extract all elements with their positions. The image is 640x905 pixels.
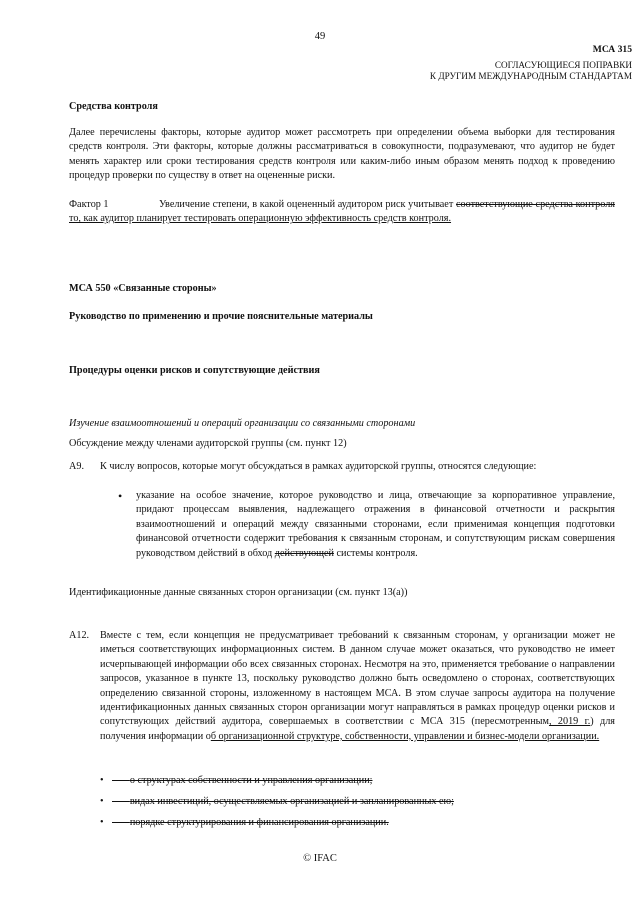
factor-deleted-text: соответствующие средства контроля: [456, 199, 615, 210]
bullet1-text: указание на особое значение, которое руководство и лица, отвечающие за корпоративное управление, придают процессам выявления, надлежащего отражения в финансовой отчетности и раскрытия взаимоотношений и операций между связанными сторонами, если применимая концепция подготовки финансовой отчетности содержит требования к связанным сторонам, и сопутствующим рискам совершения руководством действий в обход: [136, 490, 615, 559]
bullet-dot: •: [118, 489, 123, 503]
page-number: 49: [314, 31, 326, 42]
deleted-bullet-text: видах инвестиций, осуществляемых организацией и запланированных ею;: [129, 796, 454, 807]
header-line-2: К ДРУГИМ МЕЖДУНАРОДНЫМ СТАНДАРТАМ: [429, 71, 632, 81]
deleted-bullet-text: порядке структурирования и финансирования организации.: [129, 817, 389, 828]
isa550-title: МСА 550 «Связанные стороны»: [69, 283, 217, 294]
a12-text-mid: ) для получения информации о: [100, 716, 615, 742]
footer-copyright: © IFAC: [303, 853, 337, 864]
risk-procedures-heading: Процедуры оценки рисков и сопутствующие действия: [69, 365, 320, 376]
bullet1-deleted-text: действующей: [274, 547, 334, 559]
standard-code: МСА 315: [592, 44, 632, 55]
header-line-1: СОГЛАСУЮЩИЕСЯ ПОПРАВКИ: [494, 60, 632, 70]
deleted-bullet-text: о структурах собственности и управления организации;: [129, 775, 373, 786]
bullet1-paragraph: [136, 489, 615, 561]
a12-inserted-year: , 2019 г.: [548, 716, 591, 728]
controls-intro: Далее перечислены факторы, которые аудитор может рассмотреть при определении объема выборки для тестирования средств контроля. Эти факторы, которые должны рассматриваться в совокупности, подразумевают, что аудитор не будет менять характер или сроки тестирования средств контроля или каким-либо иным образом менять подход к проведению процедур проверки по существу в ответ на оцененные риски.: [69, 127, 615, 182]
deleted-bullet-item: • о структурах собственности и управления организации;: [100, 775, 373, 786]
a9-label: A9.: [69, 461, 84, 472]
deleted-bullet-item: • видах инвестиций, осуществляемых организацией и запланированных ею;: [100, 796, 454, 807]
guidance-heading: Руководство по применению и прочие пояснительные материалы: [69, 311, 373, 322]
a12-inserted-text: б организационной структуре, собственности, управлении и бизнес-модели организации.: [210, 730, 600, 742]
factor-label: Фактор 1: [69, 199, 109, 210]
identity-heading: Идентификационные данные связанных сторон организации (см. пункт 13(a)): [69, 587, 408, 598]
factor-paragraph: [69, 198, 615, 227]
a12-text: Вместе с тем, если концепция не предусматривает требований к связанным сторонам, у организации может не иметься соответствующих информационных систем. В данном случае может оказаться, что руководство не имеет исчерпывающей информации обо всех связанных сторонах. Несмотря на это, применяется требование о направлении запросов, указанное в пункте 13, поскольку руководство должно быть осведомлено о сторонах, соответствующих определению связанной стороны, изложенному в настоящем МСА. В этом случае запросы аудитора на получение идентификационных данных связанных сторон организации могут направляться в рамках процедур оценки рисков и сопутствующих действий аудитора, совершаемых в соответствии с МСА 315 (пересмотренным: [100, 630, 615, 728]
factor-text: Увеличение степени, в какой оцененный аудитором риск учитывает: [159, 199, 454, 210]
a12-paragraph: [100, 629, 615, 744]
a9-text: К числу вопросов, которые могут обсуждаться в рамках аудиторской группы, относятся следующие:: [100, 461, 537, 472]
relationships-subheading: Изучение взаимоотношений и операций организации со связанными сторонами: [69, 418, 416, 429]
discussion-heading: Обсуждение между членами аудиторской группы (см. пункт 12): [69, 438, 347, 449]
bullet1-text-end: системы контроля.: [336, 547, 418, 559]
a12-label: A12.: [69, 630, 90, 641]
controls-heading: Средства контроля: [69, 101, 158, 112]
deleted-bullet-item: • порядке структурирования и финансирования организации.: [100, 817, 389, 828]
factor-inserted-text: то, как аудитор планирует тестировать операционную эффективность средств контроля.: [69, 213, 452, 225]
